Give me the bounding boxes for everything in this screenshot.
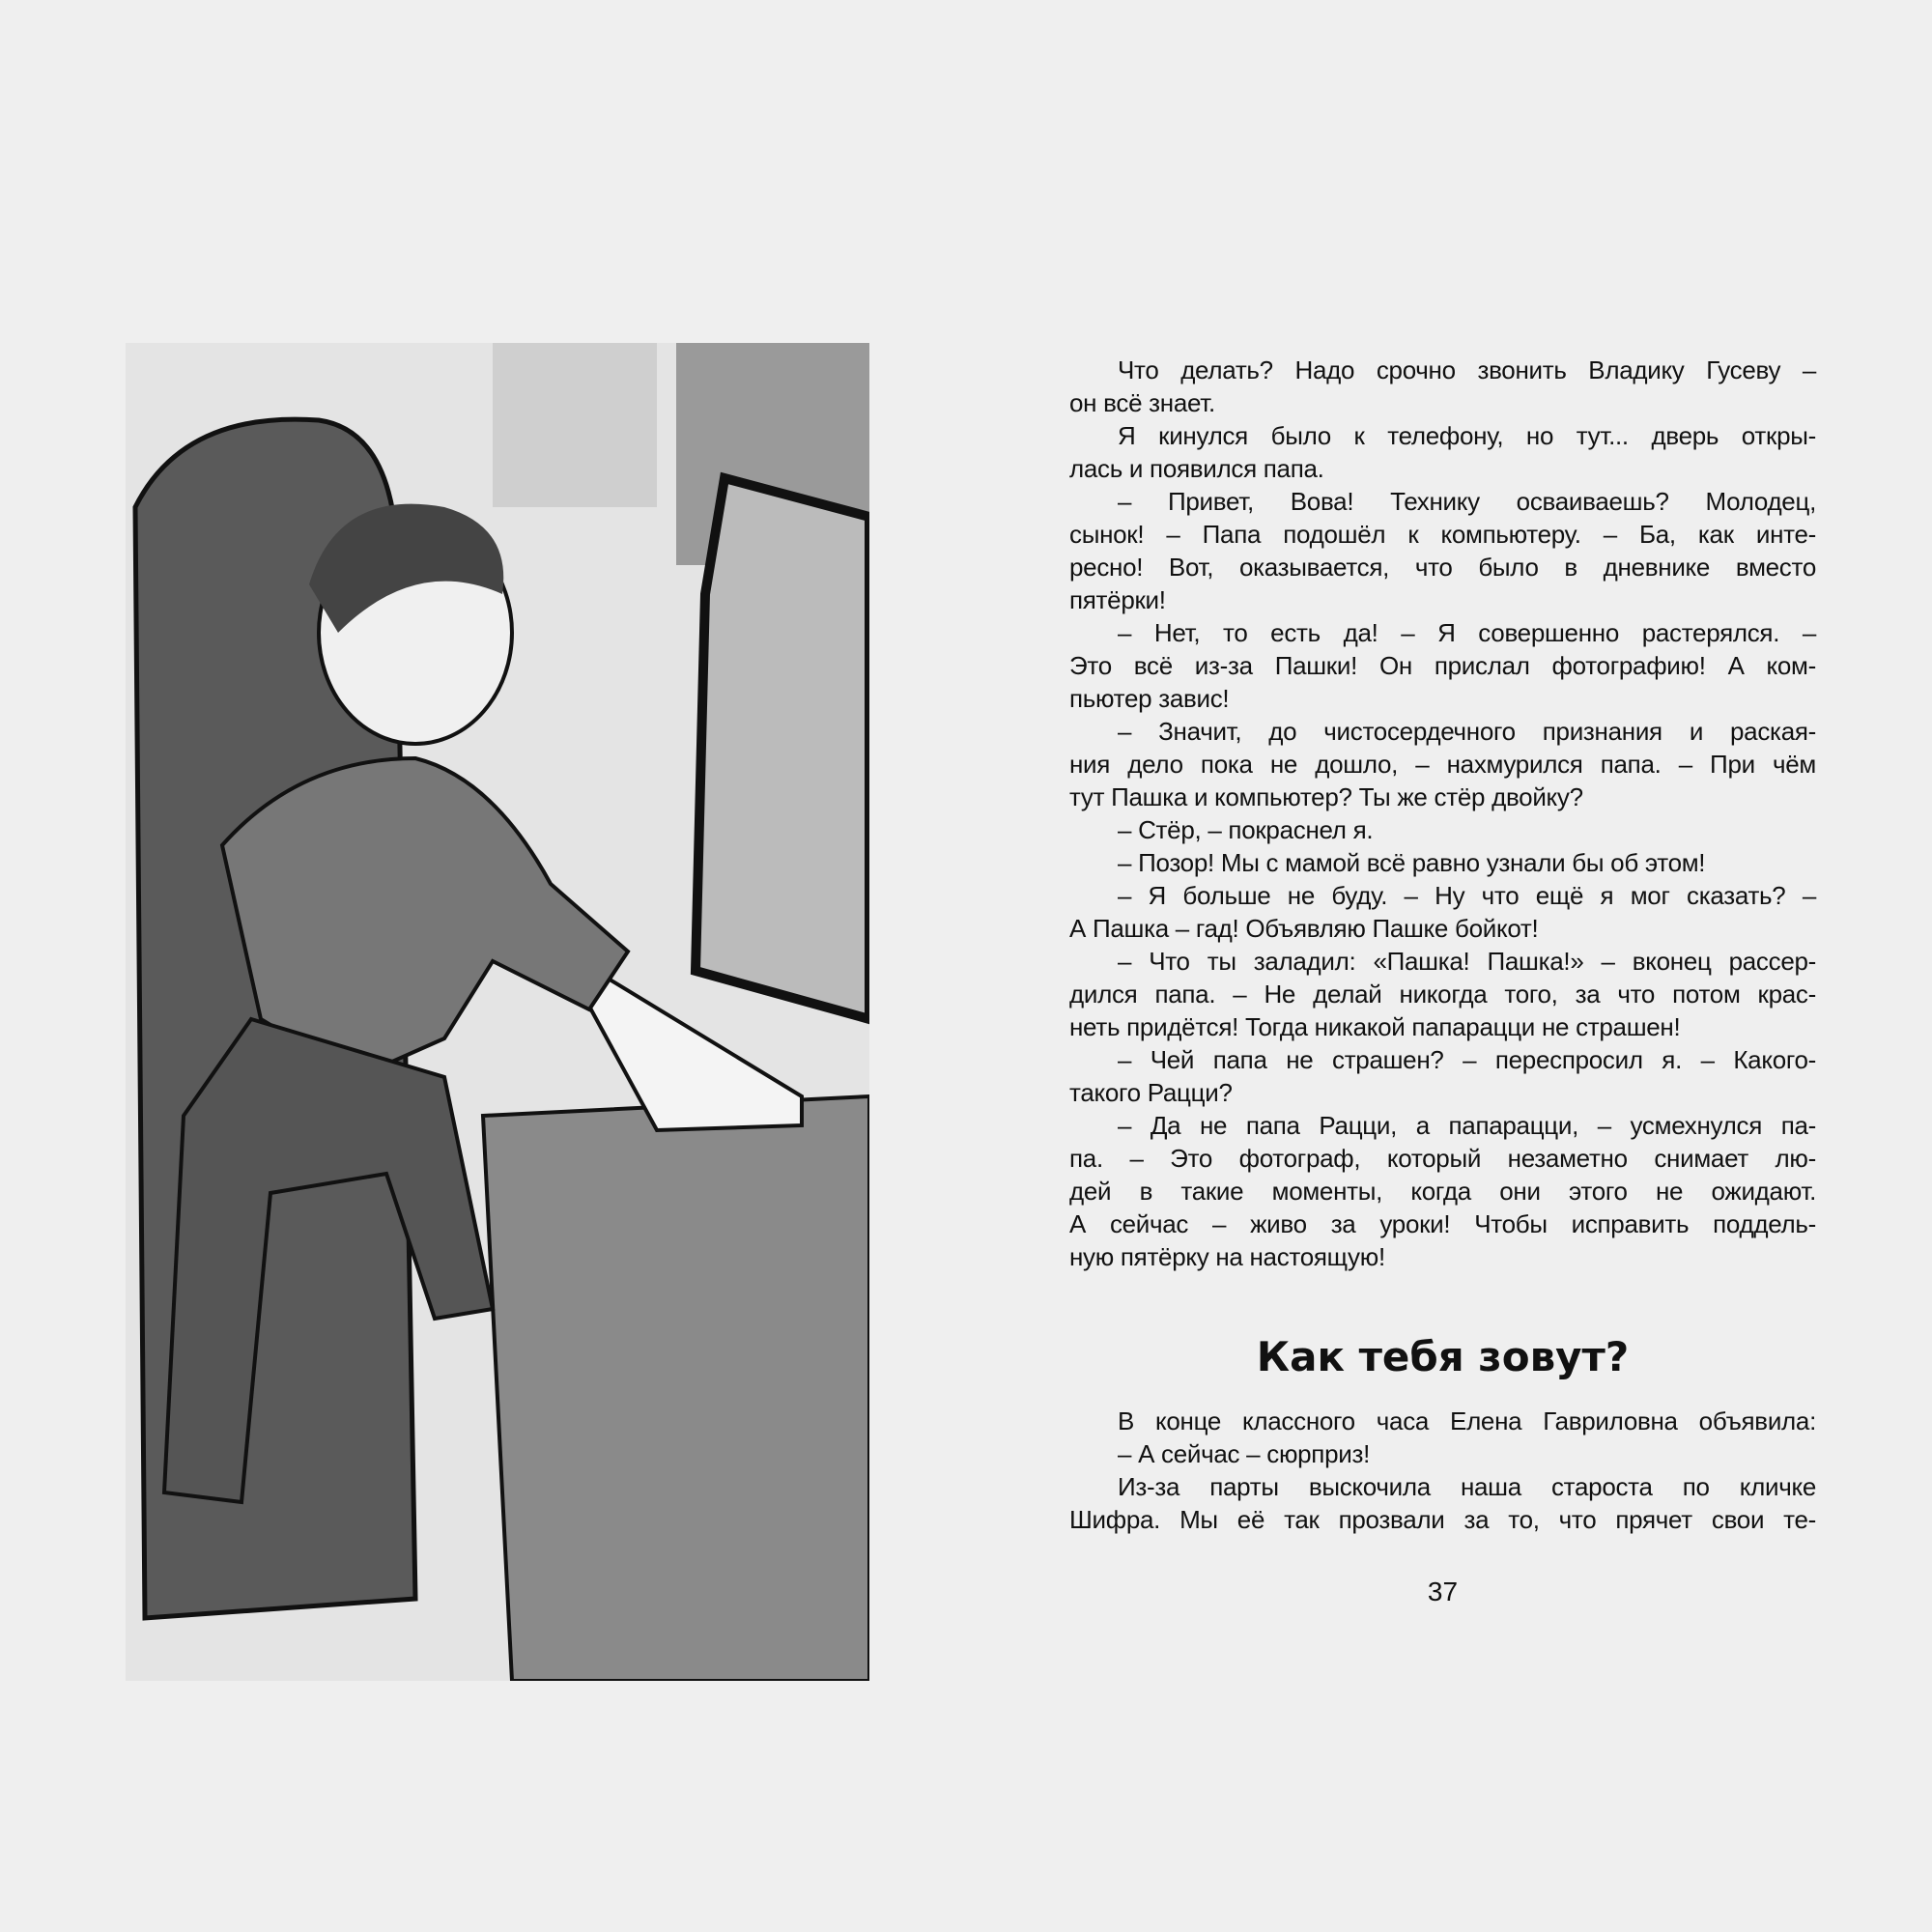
text-line: Это всё из-за Пашки! Он прислал фотографию! А ком-	[1069, 651, 1816, 680]
text-line: – Значит, до чистосердечного признания и раская-	[1118, 717, 1816, 746]
text-line: па. – Это фотограф, который незаметно снимает лю-	[1069, 1144, 1816, 1173]
body-text-section-2	[1069, 1405, 1816, 1536]
text-line: Что делать? Надо срочно звонить Владику Гусеву –	[1118, 355, 1816, 384]
text-line: ную пятёрку на настоящую!	[1069, 1242, 1385, 1271]
text-line: – Я больше не буду. – Ну что ещё я мог сказать? –	[1118, 881, 1816, 910]
text-line: он всё знает.	[1069, 388, 1215, 417]
text-line: Из-за парты выскочила наша староста по кличке	[1118, 1472, 1816, 1501]
text-line: сынок! – Папа подошёл к компьютеру. – Ба, как инте-	[1069, 520, 1816, 549]
text-line: А Пашка – гад! Объявляю Пашке бойкот!	[1069, 914, 1539, 943]
text-line: – Стёр, – покраснел я.	[1118, 815, 1374, 844]
illustration-boy-at-computer	[126, 343, 869, 1681]
page-number: 37	[1427, 1577, 1459, 1606]
text-line: дился папа. – Не делай никогда того, за что потом крас-	[1069, 980, 1816, 1009]
text-line: ния дело пока не дошло, – нахмурился папа. – При чём	[1069, 750, 1816, 779]
text-line: – Привет, Вова! Технику осваиваешь? Молодец,	[1118, 487, 1816, 516]
text-line: – Чей папа не страшен? – переспросил я. – Какого-	[1118, 1045, 1816, 1074]
text-line: лась и появился папа.	[1069, 454, 1324, 483]
text-line: – Нет, то есть да! – Я совершенно растерялся. –	[1118, 618, 1816, 647]
text-line: дей в такие моменты, когда они этого не ожидают.	[1069, 1177, 1816, 1206]
text-line: А сейчас – живо за уроки! Чтобы исправить поддель-	[1069, 1209, 1816, 1238]
text-line: пьютер завис!	[1069, 684, 1230, 713]
text-line: тут Пашка и компьютер? Ты же стёр двойку?	[1069, 782, 1583, 811]
text-line: В конце классного часа Елена Гавриловна объявила:	[1118, 1406, 1816, 1435]
text-line: пятёрки!	[1069, 585, 1166, 614]
text-line: Я кинулся было к телефону, но тут... дверь откры-	[1118, 421, 1816, 450]
text-line: – Что ты заладил: «Пашка! Пашка!» – вконец рассер-	[1118, 947, 1816, 976]
text-line: неть придётся! Тогда никакой папарацци не страшен!	[1069, 1012, 1681, 1041]
chapter-heading: Как тебя зовут?	[1256, 1333, 1630, 1380]
text-line: ресно! Вот, оказывается, что было в дневнике вместо	[1069, 553, 1816, 582]
text-line: такого Рацци?	[1069, 1078, 1233, 1107]
text-line: – Да не папа Рацци, а папарацци, – усмехнулся па-	[1118, 1111, 1816, 1140]
text-line: – Позор! Мы с мамой всё равно узнали бы об этом!	[1118, 848, 1706, 877]
text-line: – А сейчас – сюрприз!	[1118, 1439, 1371, 1468]
text-line: Шифра. Мы её так прозвали за то, что прячет свои те-	[1069, 1505, 1816, 1534]
body-text-section-1	[1069, 354, 1816, 1273]
